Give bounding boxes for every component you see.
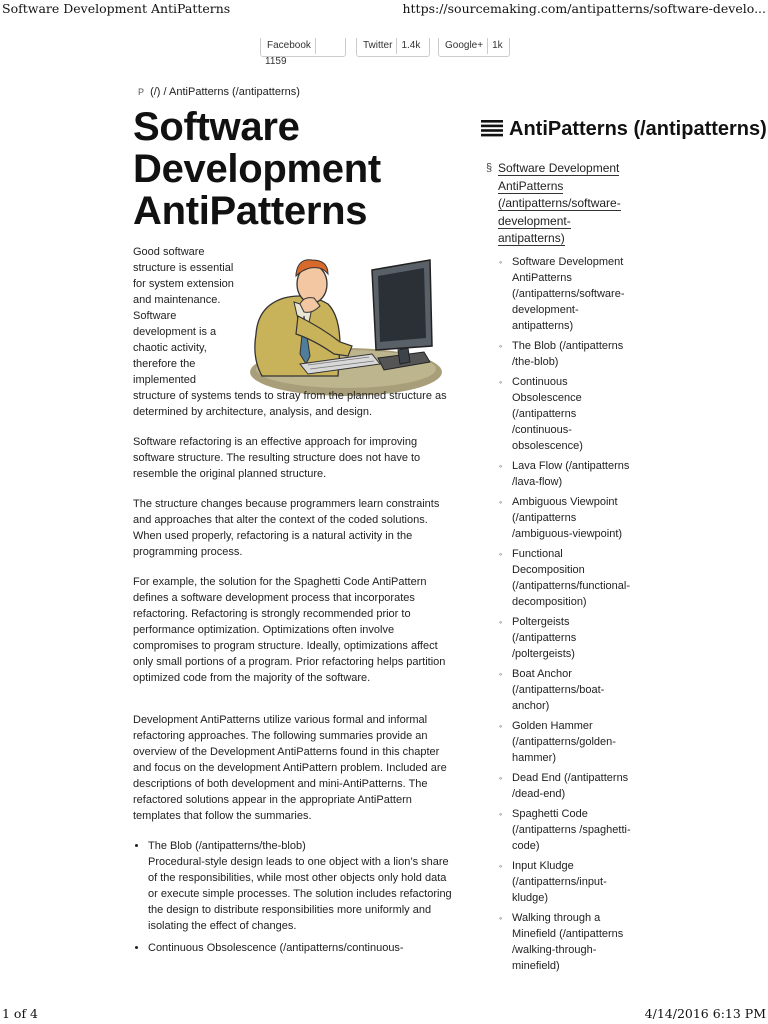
- sidebar-toc: [486, 160, 636, 978]
- sidebar-item[interactable]: [498, 910, 636, 974]
- sidebar-item-label: Continuous Obsolescence (/antipatterns /continuous-obsolescence): [512, 375, 583, 452]
- sidebar-item[interactable]: [498, 806, 636, 854]
- circle-bullet-icon: ◦: [499, 616, 503, 627]
- sidebar-item-label: Spaghetti Code (/antipatterns /spaghetti-code): [512, 807, 631, 852]
- sidebar-heading-link[interactable]: AntiPatterns (/antipatterns): [509, 118, 767, 140]
- breadcrumb: [138, 86, 300, 98]
- googleplus-count: 1k: [492, 40, 503, 51]
- print-header: [0, 0, 768, 18]
- sidebar-item-label: Poltergeists (/antipatterns /poltergeists): [512, 615, 577, 660]
- sidebar-item[interactable]: [498, 666, 636, 714]
- circle-bullet-icon: ◦: [499, 860, 503, 871]
- sidebar-item-label: Lava Flow (/antipatterns /lava-flow): [512, 459, 630, 488]
- sidebar-item[interactable]: [498, 546, 636, 610]
- section-icon: §: [486, 162, 493, 174]
- breadcrumb-home-link[interactable]: (/): [150, 86, 161, 98]
- sidebar-item[interactable]: [498, 458, 636, 490]
- page-title: Software Development AntiPatterns: [133, 105, 381, 233]
- facebook-label: Facebook: [261, 38, 316, 54]
- toc-top-link[interactable]: Software Development AntiPatterns (/antipatterns/software-development-antipatterns): [498, 161, 621, 245]
- sidebar-item-label: Dead End (/antipatterns /dead-end): [512, 771, 629, 800]
- the-blob-summary: Procedural-style design leads to one object with a lion’s share of the responsibilities, while most other objects only hold data or execute simple processes. The solution includes refactoring the design to distribute responsibilities more uniformly and isolating the effect of changes.: [148, 856, 452, 932]
- breadcrumb-current-link[interactable]: AntiPatterns (/antipatterns): [169, 86, 300, 98]
- twitter-share-button[interactable]: [356, 38, 430, 57]
- list-icon: [481, 119, 503, 137]
- list-item: [148, 940, 459, 956]
- the-blob-link[interactable]: The Blob (/antipatterns/the-blob): [148, 840, 306, 852]
- sidebar-item-label: Walking through a Minefield (/antipatterns /walking-through-minefield): [512, 911, 624, 972]
- circle-bullet-icon: ◦: [499, 548, 503, 559]
- sidebar-item[interactable]: [498, 770, 636, 802]
- twitter-label: Twitter: [357, 38, 397, 54]
- circle-bullet-icon: ◦: [499, 376, 503, 387]
- twitter-count: 1.4k: [401, 40, 421, 51]
- circle-bullet-icon: ◦: [499, 720, 503, 731]
- home-icon[interactable]: P: [138, 87, 145, 97]
- circle-bullet-icon: ◦: [499, 772, 503, 783]
- circle-bullet-icon: ◦: [499, 496, 503, 507]
- article-body: [133, 244, 459, 962]
- sidebar-item[interactable]: [498, 338, 636, 370]
- sidebar-item[interactable]: [498, 858, 636, 906]
- toc-top-item: [486, 160, 636, 248]
- paragraph-intro-rest: structure of systems tends to stray from the planned structure as determined by architecture, analysis, and design.: [133, 390, 447, 418]
- breadcrumb-separator: /: [163, 86, 167, 98]
- circle-bullet-icon: ◦: [499, 460, 503, 471]
- googleplus-share-button[interactable]: [438, 38, 510, 57]
- circle-bullet-icon: ◦: [499, 808, 503, 819]
- sidebar-item[interactable]: [498, 494, 636, 542]
- sidebar-item[interactable]: [498, 718, 636, 766]
- antipattern-summary-list: [133, 838, 459, 956]
- print-header-url: https://sourcemaking.com/antipatterns/software-develo...: [402, 1, 766, 16]
- sidebar-item-label: Ambiguous Viewpoint (/antipatterns /ambiguous-viewpoint): [512, 495, 623, 540]
- circle-bullet-icon: ◦: [499, 340, 503, 351]
- paragraph-structure-changes: The structure changes because programmers learn constraints and approaches that alter the context of the coded solutions. When used properly, refactoring is a natural activity in the programming process.: [133, 498, 440, 558]
- print-datetime: 4/14/2016 6:13 PM: [644, 1006, 766, 1021]
- sidebar-item-label: The Blob (/antipatterns /the-blob): [512, 339, 624, 368]
- paragraph-development-antipatterns: Development AntiPatterns utilize various formal and informal refactoring approaches. The following summaries provide an overview of the Development AntiPatterns found in this chapter and focus on the development AntiPattern problem. Included are descriptions of both development and mini-AntiPatterns. The refactored solutions appear in the appropriate AntiPattern templates that follow the summaries.: [133, 714, 447, 822]
- paragraph-refactoring: Software refactoring is an effective approach for improving software structure. The resulting structure does not have to resemble the original planned structure.: [133, 436, 421, 480]
- sidebar-item[interactable]: [498, 614, 636, 662]
- sidebar-item[interactable]: [498, 374, 636, 454]
- sidebar-item-label: Boat Anchor (/antipatterns/boat-anchor): [512, 667, 605, 712]
- paragraph-intro-wrapped: Good software structure is essential for system extension and maintenance. Software development is a chaotic activity, therefore the implemented: [133, 246, 234, 386]
- continuous-obsolescence-link[interactable]: Continuous Obsolescence (/antipatterns/continuous-: [148, 942, 404, 954]
- sidebar-item-label: Input Kludge (/antipatterns/input-kludge): [512, 859, 607, 904]
- list-item: [148, 838, 459, 934]
- sidebar-item[interactable]: [498, 254, 636, 334]
- sidebar-item-label: Software Development AntiPatterns (/antipatterns/software-development-antipatterns): [512, 255, 625, 332]
- toc-list: [486, 254, 636, 974]
- page-counter: 1 of 4: [2, 1006, 39, 1021]
- facebook-share-button[interactable]: [260, 38, 346, 67]
- circle-bullet-icon: ◦: [499, 668, 503, 679]
- print-footer: [0, 1004, 768, 1024]
- sidebar-item-label: Golden Hammer (/antipatterns/golden-hammer): [512, 719, 616, 764]
- sidebar-heading: [481, 118, 768, 148]
- sidebar-item-label: Functional Decomposition (/antipatterns/functional-decomposition): [512, 547, 631, 608]
- circle-bullet-icon: ◦: [499, 912, 503, 923]
- googleplus-label: Google+: [439, 38, 488, 54]
- print-header-title: Software Development AntiPatterns: [2, 1, 231, 16]
- circle-bullet-icon: ◦: [499, 256, 503, 267]
- facebook-count: 1159: [265, 56, 287, 67]
- paragraph-spaghetti-example: For example, the solution for the Spaghetti Code AntiPattern defines a software development process that incorporates refactoring. Refactoring is strongly recommended prior to performance optimization. Optimizations often involve compromises to program structure. Ideally, optimizations affect only small portions of a program. Prior refactoring helps partition optimized code from the majority of the software.: [133, 576, 446, 684]
